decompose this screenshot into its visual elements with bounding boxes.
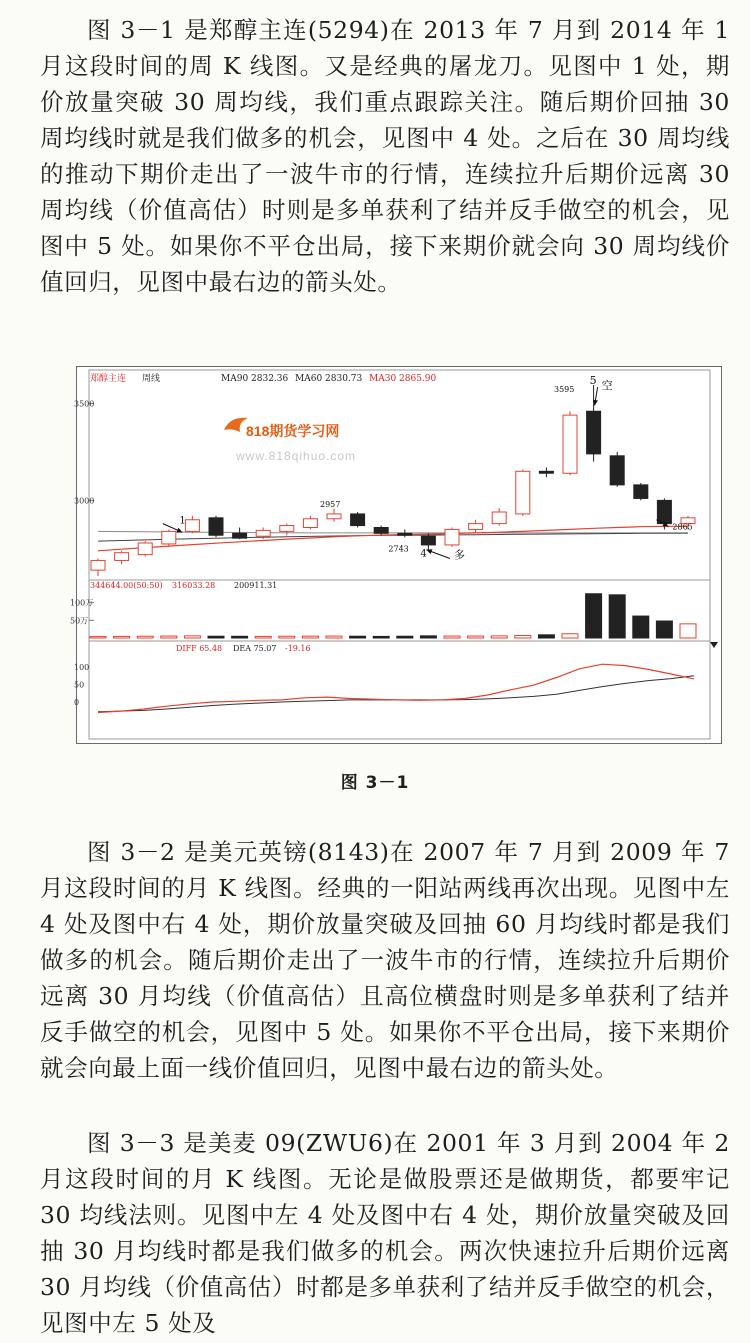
annotation-2743: 2743 bbox=[388, 544, 409, 554]
ma90-label: MA90 2832.36 bbox=[221, 374, 289, 384]
candle-body bbox=[421, 536, 435, 545]
volume-bar bbox=[609, 595, 625, 638]
macd-tick-label: 0 bbox=[74, 698, 80, 707]
volume-bar bbox=[373, 636, 389, 638]
paragraph-3: 图 3－3 是美麦 09(ZWU6)在 2001 年 3 月到 2004 年 2 月这段时间的月 K 线图。无论是做股票还是做期货，都要牢记 30 均线法则。见图中左 4 处及图中右 4 处，期价放量突破及回抽 30 月均线时都是我们做多的机会。两次快速拉升后期价远离 30 月均线（价值高估）时都是多单获利了结并反手做空的机会，见图中左 5 处及 bbox=[40, 1129, 730, 1337]
volume-bar bbox=[114, 636, 130, 638]
figure-3-1 bbox=[70, 366, 722, 744]
figure-caption: 图 3－1 bbox=[340, 773, 410, 793]
candle-body bbox=[115, 553, 129, 561]
candle-body bbox=[303, 519, 317, 528]
volume-bar bbox=[208, 636, 224, 638]
volume-bar bbox=[279, 636, 295, 638]
ma30-label: MA30 2865.90 bbox=[369, 374, 437, 384]
candle-body bbox=[162, 531, 176, 544]
annotation-2865: 2865 bbox=[672, 522, 693, 532]
annotation-3595: 3595 bbox=[554, 384, 575, 394]
paragraph-2: 图 3－2 是美元英镑(8143)在 2007 年 7 月到 2009 年 7 月这段时间的月 K 线图。经典的一阳站两线再次出现。见图中左 4 处及图中右 4 处，期价放量突破及回抽 60 月均线时都是我们做多的机会。随后期价走出了一波牛市的行情，连续拉升后期价远离 30 月均线（价值高估）且高位横盘时则是多单获利了结并反手做空的机会，见图中 5 处。如果你不平仓出局，接下来期价就会向最上面一线价值回归，见图中最右边的箭头处。 bbox=[40, 838, 730, 1082]
macd-diff-label: DIFF 65.48 bbox=[176, 644, 223, 653]
volume-bar bbox=[538, 635, 554, 638]
volume-bar bbox=[633, 616, 649, 638]
volume-bar bbox=[680, 624, 696, 638]
annotation-5: 5 bbox=[589, 374, 597, 388]
volume-title-1: 344644.00(50:50) bbox=[90, 581, 163, 590]
candle-body bbox=[256, 530, 270, 536]
candle-body bbox=[469, 524, 483, 530]
candle-body bbox=[280, 526, 294, 532]
chart-symbol-name: 郑醇主连 bbox=[90, 374, 127, 384]
volume-bar bbox=[562, 634, 578, 638]
volume-bar bbox=[515, 636, 531, 638]
volume-bar bbox=[350, 636, 366, 638]
volume-bar bbox=[255, 636, 271, 638]
candle-body bbox=[610, 456, 624, 485]
volume-title-2: 316033.28 bbox=[172, 581, 216, 590]
candle-body bbox=[516, 471, 530, 514]
candle-body bbox=[233, 533, 247, 538]
volume-title-3: 200911.31 bbox=[234, 581, 278, 590]
annotation-2957: 2957 bbox=[320, 500, 341, 510]
annotation-1: 1 bbox=[179, 515, 186, 527]
ma60-label: MA60 2830.73 bbox=[295, 374, 363, 384]
chart-frame bbox=[77, 367, 722, 744]
kline-chart bbox=[70, 366, 722, 744]
candle-body bbox=[327, 514, 341, 519]
candle-body bbox=[657, 500, 671, 523]
volume-bar bbox=[444, 636, 460, 638]
candle-body bbox=[445, 529, 459, 545]
volume-bar bbox=[491, 636, 507, 638]
candle-body bbox=[398, 533, 412, 535]
candle-body bbox=[209, 518, 223, 535]
volume-bar bbox=[326, 636, 342, 638]
candle-body bbox=[539, 471, 553, 473]
chart-period: 周线 bbox=[142, 374, 161, 384]
watermark-url: www.818qihuo.com bbox=[236, 449, 357, 463]
candle-body bbox=[374, 528, 388, 534]
volume-bar bbox=[137, 636, 153, 638]
watermark-brand: 818期货学习网 bbox=[246, 423, 340, 439]
volume-bar bbox=[184, 636, 200, 638]
volume-bar bbox=[586, 594, 602, 638]
macd-dea-label: DEA 75.07 bbox=[233, 644, 277, 653]
volume-tick-label: 50万 bbox=[70, 616, 89, 626]
annotation-duo: 多 bbox=[454, 548, 465, 562]
macd-tick-label: 100 bbox=[74, 663, 90, 672]
volume-bar bbox=[420, 636, 436, 638]
volume-bar bbox=[232, 636, 248, 638]
volume-tick-label: 100万 bbox=[70, 598, 94, 608]
candle-body bbox=[138, 543, 152, 555]
paragraph-1: 图 3－1 是郑醇主连(5294)在 2013 年 7 月到 2014 年 1 月这段时间的周 K 线图。又是经典的屠龙刀。见图中 1 处，期价放量突破 30 周均线，我们重点跟踪关注。随后期价回抽 30 周均线时就是我们做多的机会，见图中 4 处。之后在 30 周均线的推动下期价走出了一波牛市的行情，连续拉升后期价远离 30 周均线（价值高估）时则是多单获利了结并反手做空的机会，见图中 5 处。如果你不平仓出局，接下来期价就会向 30 周均线价值回归，见图中最右边的箭头处。 bbox=[40, 16, 730, 296]
macd-value-label: -19.16 bbox=[285, 644, 311, 653]
volume-bar bbox=[397, 636, 413, 638]
candle-body bbox=[185, 520, 199, 532]
candle-body bbox=[634, 485, 648, 499]
annotation-4: 4 bbox=[420, 548, 427, 560]
candle-body bbox=[492, 512, 506, 524]
annotation-kong: 空 bbox=[601, 378, 613, 392]
volume-bar bbox=[302, 636, 318, 638]
volume-bar bbox=[90, 637, 106, 638]
macd-tick-label: 50 bbox=[74, 680, 85, 690]
volume-bar bbox=[656, 621, 672, 638]
price-tick-label: 3500 bbox=[74, 399, 95, 409]
volume-bar bbox=[468, 636, 484, 638]
candle-body bbox=[563, 415, 577, 473]
candle-body bbox=[91, 560, 105, 570]
volume-bar bbox=[161, 636, 177, 638]
candle-body bbox=[587, 411, 601, 454]
price-tick-label: 3000 bbox=[74, 496, 95, 506]
candle-body bbox=[351, 514, 365, 526]
